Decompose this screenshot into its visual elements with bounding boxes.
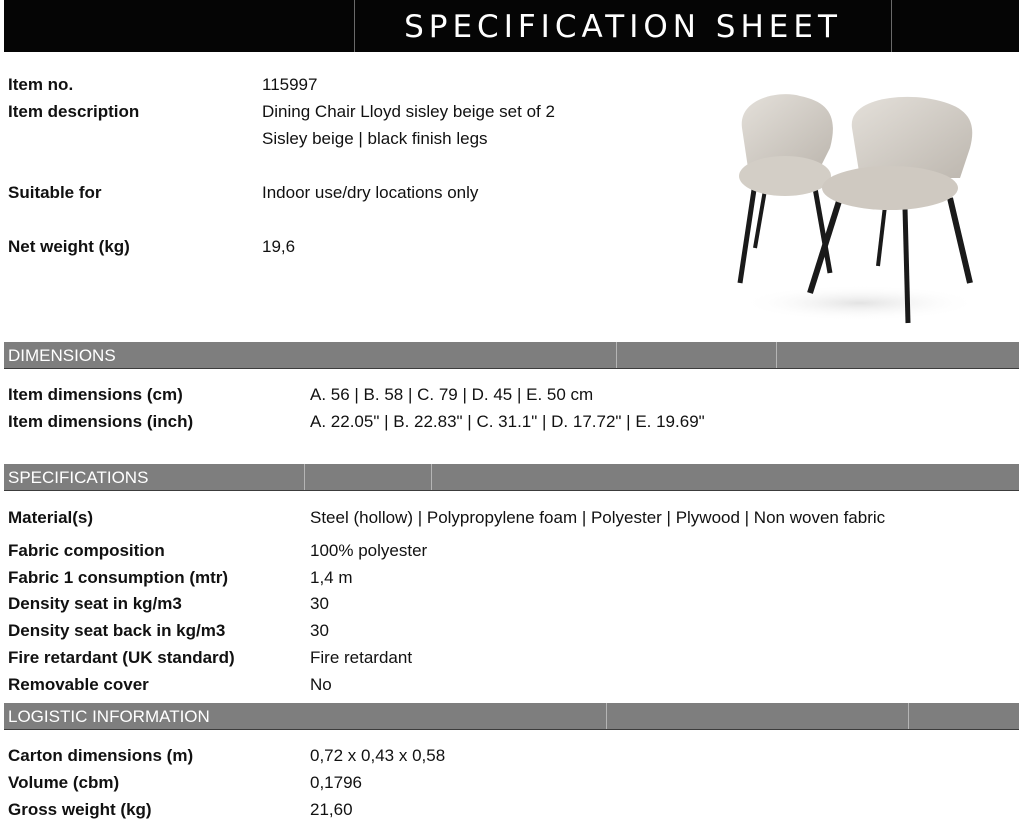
fabric-consumption-value: 1,4 m [310, 568, 353, 587]
header-bar [4, 0, 1019, 52]
fire-retardant-label: Fire retardant (UK standard) [8, 648, 235, 667]
removable-cover-label: Removable cover [8, 675, 149, 694]
fabric-composition-label: Fabric composition [8, 541, 165, 560]
dimensions-inch-value: A. 22.05" | B. 22.83" | C. 31.1" | D. 17.72" | E. 19.69" [310, 412, 705, 431]
item-description-line-1: Dining Chair Lloyd sisley beige set of 2 [262, 102, 555, 121]
chair-back [739, 94, 833, 283]
page-title: SPECIFICATION SHEET [354, 0, 892, 52]
density-seat-back-label: Density seat back in kg/m3 [8, 621, 226, 640]
section-specifications [4, 464, 1019, 491]
gross-weight-label: Gross weight (kg) [8, 800, 152, 819]
dimensions-cm-value: A. 56 | B. 58 | C. 79 | D. 45 | E. 50 cm [310, 385, 594, 404]
removable-cover-value: No [310, 675, 332, 694]
section-logistic-title: LOGISTIC INFORMATION [8, 707, 210, 726]
fire-retardant-value: Fire retardant [310, 648, 413, 667]
section-divider [431, 464, 432, 490]
carton-dimensions-value: 0,72 x 0,43 x 0,58 [310, 746, 446, 765]
suitable-for-label: Suitable for [8, 183, 102, 202]
volume-label: Volume (cbm) [8, 773, 120, 792]
section-divider [304, 464, 305, 490]
section-dimensions [4, 342, 1019, 369]
item-description-line-2: Sisley beige | black finish legs [262, 129, 488, 148]
item-no-label: Item no. [8, 75, 74, 94]
fabric-consumption-label: Fabric 1 consumption (mtr) [8, 568, 229, 587]
dimensions-inch-label: Item dimensions (inch) [8, 412, 194, 431]
dimensions-cm-label: Item dimensions (cm) [8, 385, 183, 404]
section-dimensions-title: DIMENSIONS [8, 346, 116, 365]
item-description-label: Item description [8, 102, 140, 121]
material-value: Steel (hollow) | Polypropylene foam | Polyester | Plywood | Non woven fabric [310, 508, 886, 527]
fabric-composition-value: 100% polyester [310, 541, 428, 560]
section-divider [908, 703, 909, 729]
section-logistic [4, 703, 1019, 730]
section-divider [776, 342, 777, 368]
density-seat-value: 30 [310, 594, 329, 613]
gross-weight-value: 21,60 [310, 800, 353, 819]
section-divider [606, 703, 607, 729]
density-seat-back-value: 30 [310, 621, 329, 640]
carton-dimensions-label: Carton dimensions (m) [8, 746, 194, 765]
net-weight-value: 19,6 [262, 237, 296, 256]
product-image [720, 88, 990, 328]
section-divider [616, 342, 617, 368]
item-no-value: 115997 [262, 75, 318, 94]
density-seat-label: Density seat in kg/m3 [8, 594, 182, 613]
suitable-for-value: Indoor use/dry locations only [262, 183, 479, 202]
volume-value: 0,1796 [310, 773, 362, 792]
net-weight-label: Net weight (kg) [8, 237, 130, 256]
section-specifications-title: SPECIFICATIONS [8, 468, 149, 487]
material-label: Material(s) [8, 508, 94, 527]
